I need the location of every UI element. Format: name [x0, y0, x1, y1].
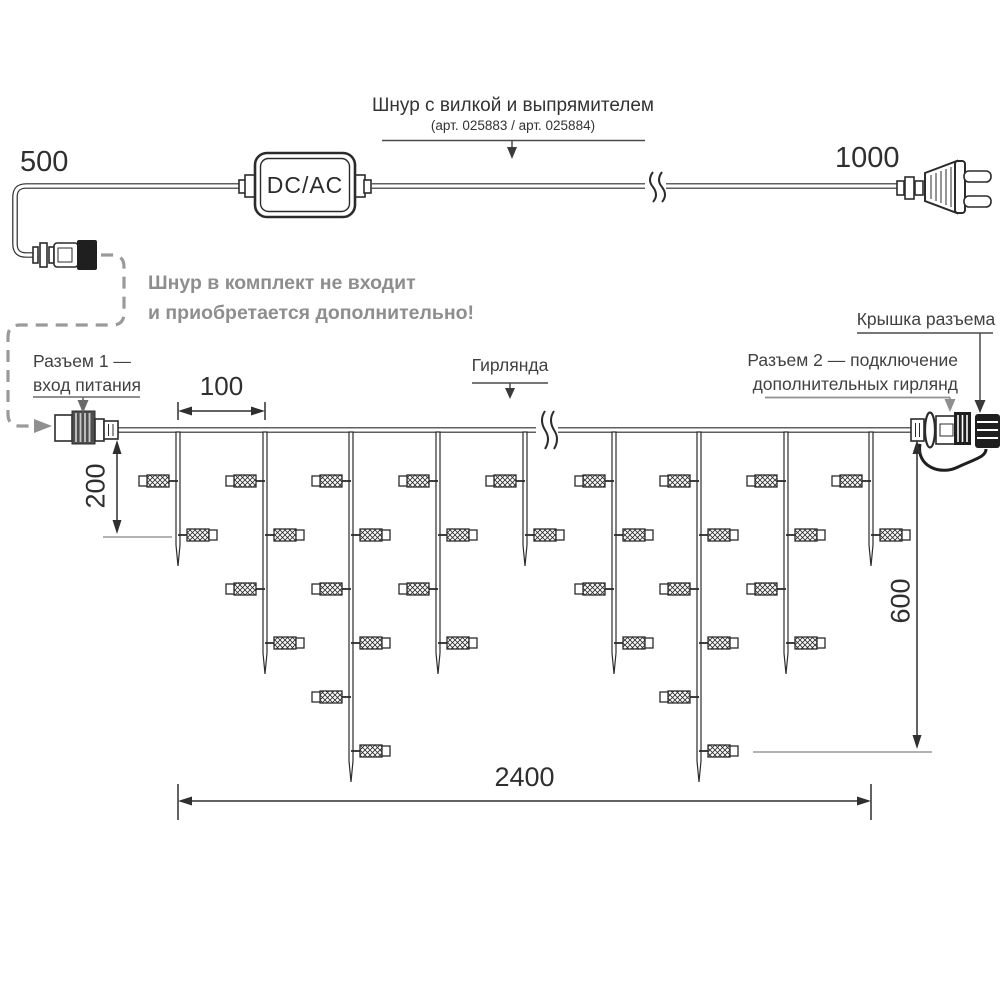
lamp-icon	[438, 637, 477, 649]
power-cord	[15, 172, 900, 255]
lamp-icon	[312, 583, 351, 595]
lamp-icon	[699, 745, 738, 757]
cord-label-article: (арт. 025883 / арт. 025884)	[430, 118, 596, 133]
lamp-icon	[438, 529, 477, 541]
lamp-icon	[226, 583, 265, 595]
lamp-icon	[265, 529, 304, 541]
connector-cap-icon	[975, 414, 1000, 448]
lamp-icon	[871, 529, 910, 541]
lamp-icon	[351, 529, 390, 541]
lamp-icon	[575, 583, 614, 595]
cap-label: Крышка разъема	[856, 309, 996, 329]
garland-drop	[832, 432, 910, 566]
cord-label-pointer	[382, 141, 645, 160]
power-input-connector-icon	[33, 240, 97, 270]
lamp-icon	[178, 529, 217, 541]
lamp-icon	[139, 475, 178, 487]
garland-drop	[575, 432, 653, 674]
connector1-line2: вход питания	[33, 374, 141, 395]
lamp-icon	[351, 637, 390, 649]
not-included-note	[148, 268, 474, 328]
lamp-icon	[399, 583, 438, 595]
dim-500-label: 500	[20, 146, 69, 178]
garland-drop	[139, 432, 217, 566]
garland-drop	[747, 432, 825, 674]
dim-200-label: 200	[80, 463, 111, 509]
lamp-icon	[786, 529, 825, 541]
lamp-icon	[351, 745, 390, 757]
not-included-line2: и приобретается дополнительно!	[148, 302, 475, 325]
garland-break-icon	[536, 411, 558, 449]
lamp-icon	[226, 475, 265, 487]
garland-label-pointer	[472, 383, 548, 399]
lamp-icon	[312, 691, 351, 703]
converter-label: DC/AC	[266, 172, 344, 198]
dim-2400-label: 2400	[494, 762, 555, 792]
garland-end-connector-icon	[911, 412, 1000, 470]
lamp-icon	[486, 475, 525, 487]
cord-label-title: Шнур с вилкой и выпрямителем	[372, 95, 654, 116]
lamp-icon	[786, 637, 825, 649]
lamp-icon	[312, 475, 351, 487]
connector1-label	[33, 350, 141, 397]
cord-break-icon	[645, 172, 666, 202]
garland-drop	[226, 432, 304, 674]
garland-drop	[312, 432, 390, 782]
connector1-line1: Разъем 1 —	[33, 351, 131, 371]
dimension-100	[178, 402, 265, 420]
lamp-icon	[614, 529, 653, 541]
dim-1000-label: 1000	[835, 142, 900, 174]
mains-plug-icon	[897, 161, 991, 213]
lamp-icon	[747, 475, 786, 487]
lamp-icon	[660, 583, 699, 595]
lamp-icon	[265, 637, 304, 649]
connector2-line1: Разъем 2 — подключение	[747, 350, 958, 370]
lamp-icon	[660, 475, 699, 487]
lamp-icon	[660, 691, 699, 703]
cord-label	[330, 95, 696, 133]
garland-drop	[486, 432, 564, 566]
garland-label: Гирлянда	[471, 355, 549, 375]
garland-input-connector-icon	[55, 411, 118, 444]
dimension-200	[103, 440, 172, 537]
lamp-icon	[614, 637, 653, 649]
garland-drops	[139, 432, 910, 782]
connector2-label-pointer	[765, 398, 956, 413]
dim-600-label: 600	[885, 578, 916, 624]
lamp-icon	[832, 475, 871, 487]
lamp-icon	[747, 583, 786, 595]
garland-drop	[660, 432, 738, 782]
not-included-line1: Шнур в комплект не входит	[148, 272, 416, 294]
lamp-icon	[575, 475, 614, 487]
lamp-icon	[525, 529, 564, 541]
lamp-icon	[699, 637, 738, 649]
not-included-dashed-path	[8, 255, 124, 433]
lamp-icon	[699, 529, 738, 541]
lamp-icon	[399, 475, 438, 487]
connector2-label	[718, 349, 958, 396]
dim-100-label: 100	[199, 371, 244, 401]
connector2-line2: дополнительных гирлянд	[752, 373, 958, 394]
garland-drop	[399, 432, 477, 674]
